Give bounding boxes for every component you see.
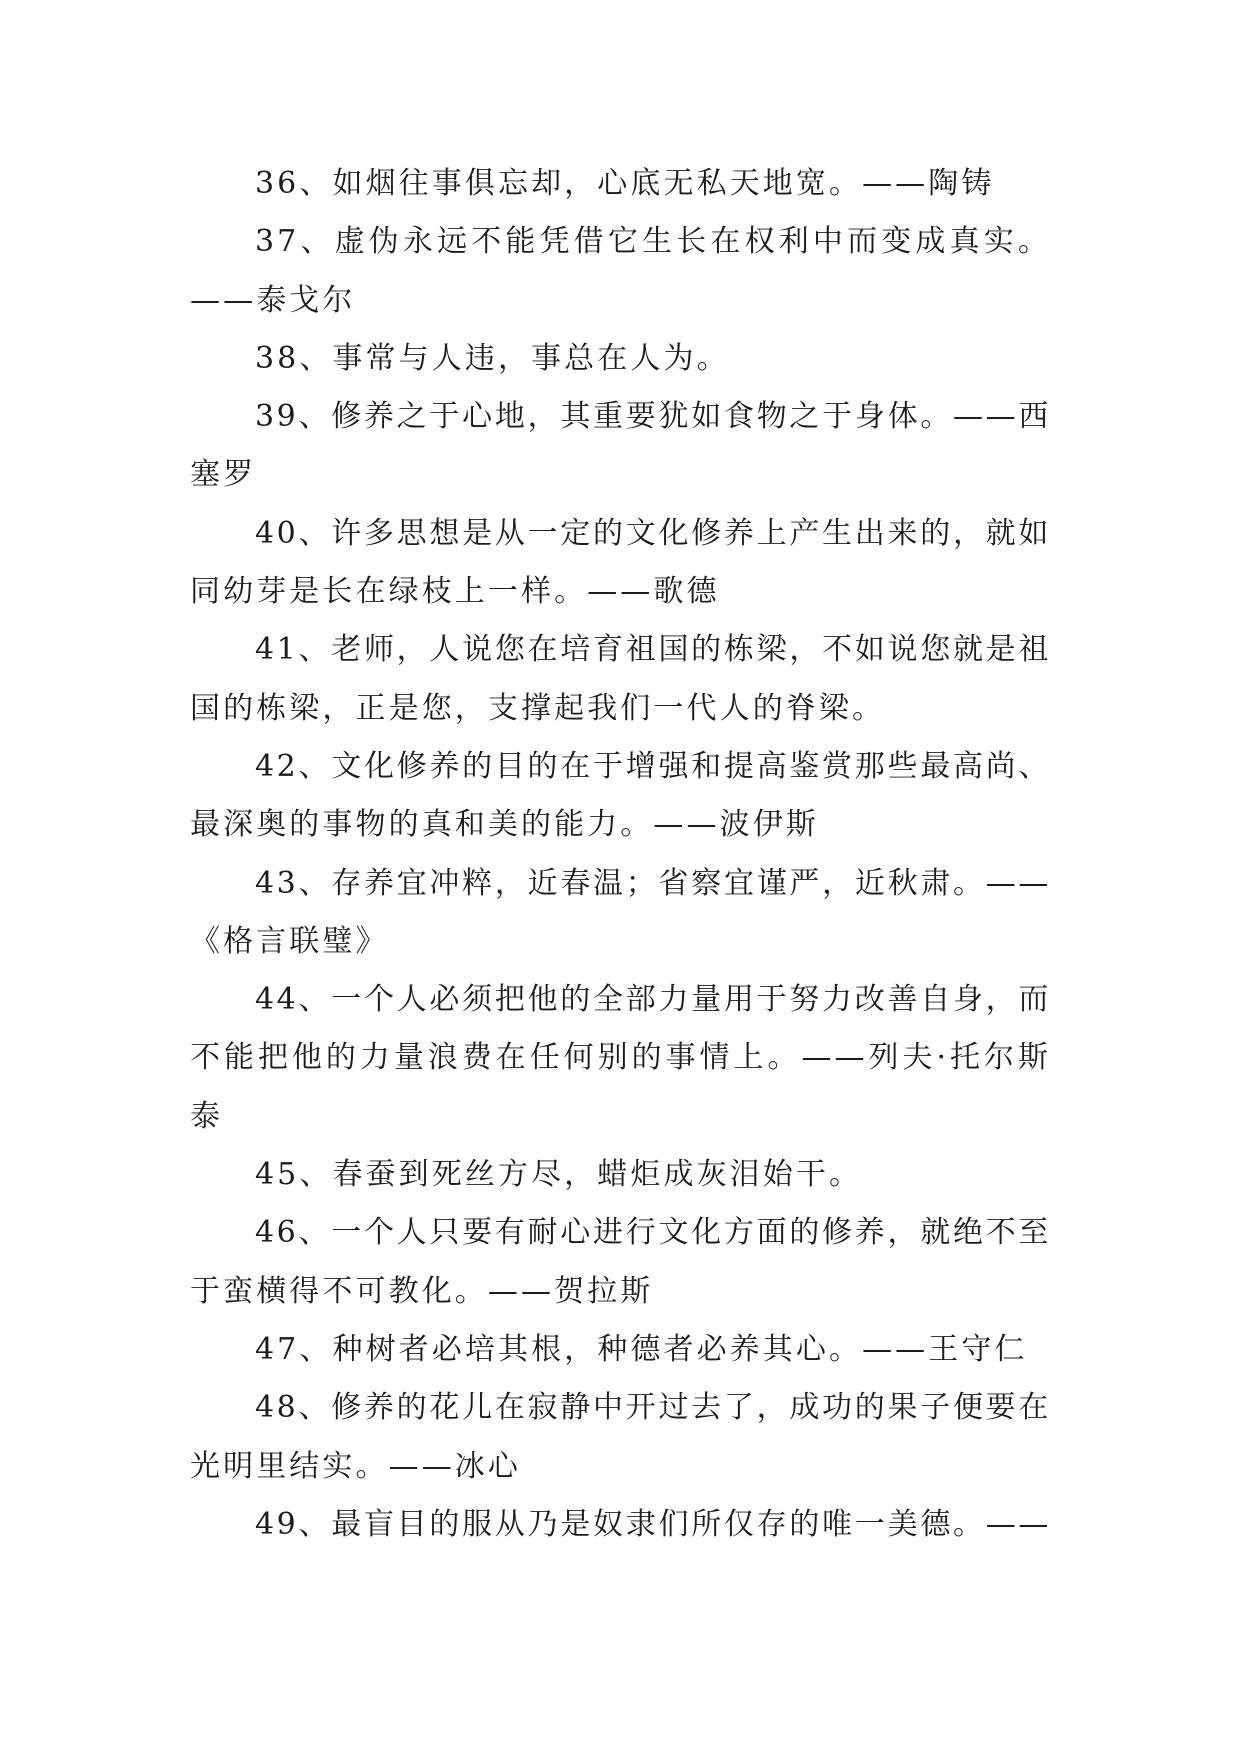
paragraph-line: 国的栋梁，正是您，支撑起我们一代人的脊梁。 bbox=[190, 690, 886, 726]
paragraph-line: 45、春蚕到死丝方尽，蜡炬成灰泪始干。 bbox=[255, 1157, 863, 1193]
paragraph-line: 47、种树者必培其根，种德者必养其心。——王守仁 bbox=[255, 1331, 1028, 1367]
paragraph-line: 36、如烟往事俱忘却，心底无私天地宽。——陶铸 bbox=[255, 166, 995, 201]
paragraph-line: 44、一个人必须把他的全部力量用于努力改善自身，而 bbox=[255, 982, 1051, 1018]
quote-paragraph bbox=[190, 1321, 1051, 1379]
quote-paragraph bbox=[190, 1496, 1051, 1554]
paragraph-line: 41、老师，人说您在培育祖国的栋梁，不如说您就是祖 bbox=[255, 632, 1051, 668]
paragraph-line: 同幼芽是长在绿枝上一样。——歌德 bbox=[190, 574, 720, 610]
quote-paragraph bbox=[190, 1146, 1051, 1204]
document-body bbox=[190, 155, 1051, 1554]
paragraph-line: 光明里结实。——冰心 bbox=[190, 1448, 521, 1484]
quote-paragraph bbox=[190, 855, 1051, 972]
paragraph-line: 于蛮横得不可教化。——贺拉斯 bbox=[190, 1273, 654, 1309]
paragraph-line: 49、最盲目的服从乃是奴隶们所仅存的唯一美德。—— bbox=[255, 1506, 1051, 1542]
quote-paragraph bbox=[190, 388, 1051, 505]
paragraph-line: 37、虚伪永远不能凭借它生长在权利中而变成真实。 bbox=[255, 224, 1051, 260]
paragraph-line: 46、一个人只要有耐心进行文化方面的修养，就绝不至 bbox=[255, 1215, 1051, 1251]
quote-paragraph bbox=[190, 213, 1051, 330]
paragraph-line: 不能把他的力量浪费在任何别的事情上。——列夫·托尔斯 bbox=[190, 1040, 1051, 1076]
paragraph-line: 48、修养的花儿在寂静中开过去了，成功的果子便要在 bbox=[255, 1390, 1051, 1426]
paragraph-line: ——泰戈尔 bbox=[190, 282, 356, 318]
paragraph-line: 塞罗 bbox=[190, 457, 257, 493]
quote-paragraph bbox=[190, 505, 1051, 622]
paragraph-line: 泰 bbox=[190, 1098, 224, 1134]
quote-paragraph bbox=[190, 1204, 1051, 1321]
quote-paragraph bbox=[190, 1379, 1051, 1496]
paragraph-line: 38、事常与人违，事总在人为。 bbox=[255, 340, 730, 376]
paragraph-line: 40、许多思想是从一定的文化修养上产生出来的，就如 bbox=[255, 515, 1051, 551]
paragraph-line: 《格言联璧》 bbox=[190, 923, 389, 959]
paragraph-line: 42、文化修养的目的在于增强和提高鉴赏那些最高尚、 bbox=[255, 748, 1051, 784]
quote-paragraph bbox=[190, 330, 1051, 388]
quote-paragraph bbox=[190, 971, 1051, 1146]
quote-paragraph bbox=[190, 738, 1051, 855]
quote-paragraph bbox=[190, 621, 1051, 738]
paragraph-line: 43、存养宜冲粹，近春温；省察宜谨严，近秋肃。—— bbox=[255, 865, 1051, 901]
paragraph-line: 最深奥的事物的真和美的能力。——波伊斯 bbox=[190, 807, 819, 843]
quote-paragraph bbox=[190, 155, 1051, 213]
paragraph-line: 39、修养之于心地，其重要犹如食物之于身体。——西 bbox=[255, 399, 1051, 435]
